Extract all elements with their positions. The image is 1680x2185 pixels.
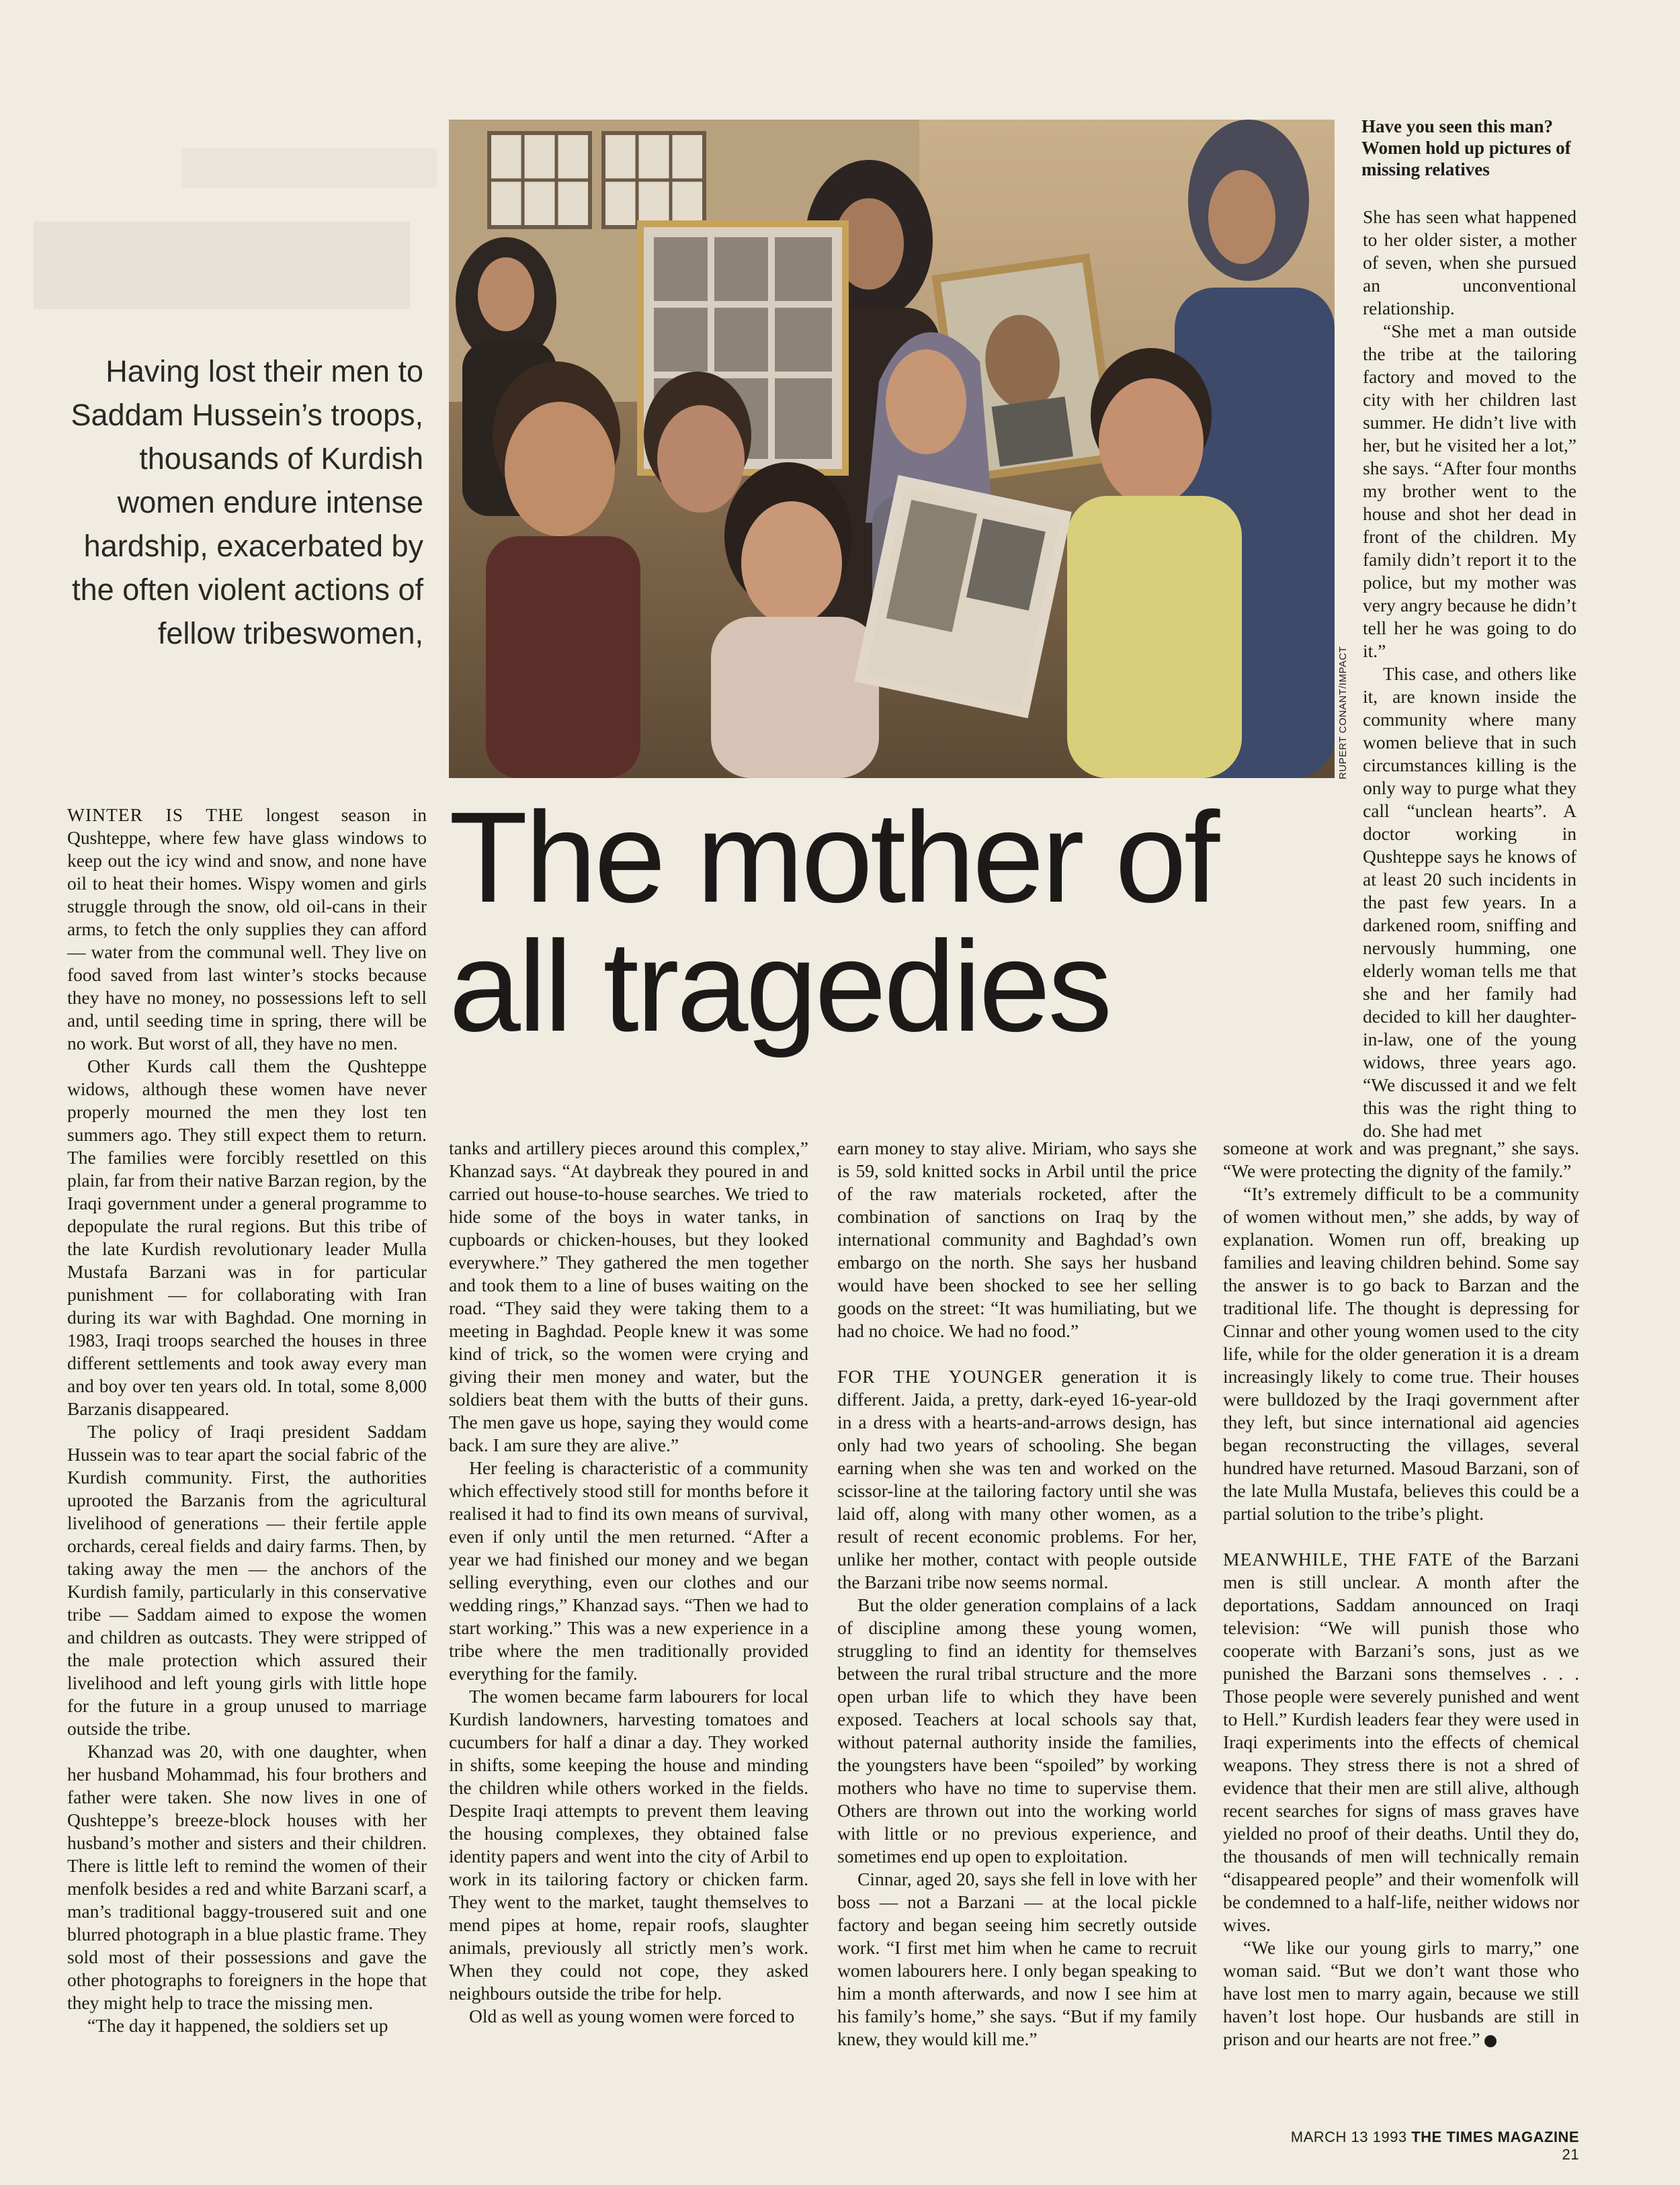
run-in-caps: MEANWHILE, THE FATE — [1223, 1549, 1454, 1570]
paragraph: FOR THE YOUNGER generation it is different. Jaida, a pretty, dark-eyed 16-year-old in a dress with a hearts-and-arrows design, has only had two years of schooling. She began earning when she was ten and worked on the scissor-line at the tailoring factory until she was laid off, along with many other women, as a result of recent economic problems. For her, unlike her mother, contact with people outside the Barzani tribe now seems normal. — [837, 1366, 1198, 1592]
page-folio — [1284, 2129, 1579, 2163]
paragraph: MEANWHILE, THE FATE of the Barzani men is still unclear. A month after the deportations, Saddam announced on Iraqi television: “We will punish those who cooperate with Barzani’s sons, just as we punished the Barzani sons themselves . . . Those people were severely punished and went to Hell.” Kurdish leaders fear they were used in Iraqi experiments into the effects of chemical weapons. They stress there is not a shred of evidence that their men are still alive, although recent searches for signs of mass graves have yielded no proof of their deaths. Until they do, the thousands of men will technically remain “disappeared people” and their womenfolk will be condemned to a half-life, neither widows nor wives. — [1223, 1549, 1579, 1935]
standfirst: Having lost their men to Saddam Hussein’s troops, thousands of Kurdish women endure intense hardship, exacerbated by the often violent actions of fellow tribeswomen, — [71, 354, 423, 650]
folio-page-number: 21 — [1562, 2146, 1579, 2163]
paragraph: Cinnar, aged 20, says she fell in love with her boss — not a Barzani — at the local pickle factory and began seeing him secretly outside work. “I first met him when he came to recruit women labourers here. I only began speaking to him a month afterwards, and now I see him at his family’s home,” she says. “But if my family knew, they would kill me.” — [837, 1869, 1197, 2049]
paragraph: This case, and others like it, are known inside the community where many women believe that in such circumstances killing is the only way to purge what they call “unclean hearts”. A doctor working in Qushteppe says he knows of at least 20 such incidents in the past few years. In a darkened room, sniffing and nervously humming, one elderly woman tells me that she and her family had decided to kill her daughter-in-law, one of the young widows, three years ago. “We discussed it and we felt this was the right thing to do. She had met — [1363, 663, 1577, 1141]
paragraph: “She met a man outside the tribe at the tailoring factory and moved to the city with her children last summer. He didn’t live with her, but he visited her a lot,” she says. “After four months my brother went to the house and shot her dead in front of the children. My family didn’t report it to the police, but my mother was very angry because he didn’t tell her he was going to do it.” — [1363, 320, 1577, 661]
paragraph: WINTER IS THE longest season in Qushteppe, where few have glass windows to keep out the icy wind and snow, and none have oil to heat their homes. Wispy women and girls struggle through the snow, old oil-cans in their arms, to fetch the only supplies they can afford — water from the communal well. They live on food saved from last winter’s stocks because they have no money, no possessions left to sell and, until seeding time in spring, there will be no work. But worst of all, they have no men. — [67, 804, 427, 1054]
paragraph: tanks and artillery pieces around this complex,” Khanzad says. “At daybreak they poured in and carried out house-to-house searches. We tried to hide some of the boys in water tanks, in cupboards or chicken-houses, but they looked everywhere.” They gathered the men together and took them to a line of buses waiting on the road. “They said they were taking them to a meeting in Baghdad. People knew it was some kind of trick, so the women were crying and giving their men money and water, but the soldiers beat them with the butts of their guns. The men gave us hope, saying they would come back. I am sure they are alive.” — [449, 1138, 808, 1455]
headline — [449, 785, 1349, 1058]
paragraph: The women became farm labourers for local Kurdish landowners, harvesting tomatoes and cucumbers for half a dinar a day. They worked in shifts, some keeping the house and minding the children while others worked in the fields. Despite Iraqi attempts to prevent them leaving the housing complexes, they obtained false identity papers and went into the city of Arbil to work in its tailoring factory or chicken farm. They went to the market, taught themselves to mend pipes at home, repair roofs, slaughter animals, previously all strictly men’s work. When they could not cope, they asked neighbours outside the tribe for help. — [449, 1686, 808, 2004]
photo-illustration — [449, 120, 1335, 778]
column-1 — [67, 804, 427, 2037]
paragraph: Other Kurds call them the Qushteppe widows, although these women have never properly mourned the men they lost ten summers ago. They still expect them to return. The families were forcibly resettled on this plain, far from their native Barzan region, by the Iraqi government under a general programme to depopulate the rural regions. But this tribe of the late Kurdish revolutionary leader Mulla Mustafa Barzani was in for particular punishment — for collaborating with Iran during its war with Baghdad. One morning in 1983, Iraqi troops searched the houses in three different settlements and took away every man and boy over ten years old. In total, some 8,000 Barzanis disappeared. — [67, 1056, 427, 1419]
run-in-caps: WINTER IS THE — [67, 804, 244, 825]
folio-magazine: THE TIMES MAGAZINE — [1411, 2129, 1579, 2145]
paragraph: She has seen what happened to her older sister, a mother of seven, when she pursued an unconventional relationship. — [1363, 206, 1577, 318]
end-mark-icon — [1484, 2035, 1497, 2047]
paragraph: But the older generation complains of a lack of discipline among these young women, struggling to find an identity for themselves between the rural tribal structure and the more open urban life to which they have been exposed. Teachers at local schools say that, without paternal authority inside the families, the youngsters have been “spoiled” by working mothers who have no time to supervise them. Others are thrown out into the working world with little or no previous experience, and sometimes end up open to exploitation. — [837, 1594, 1197, 1867]
run-in-caps: FOR THE YOUNGER — [837, 1366, 1044, 1387]
column-3 — [837, 1137, 1197, 2051]
headline-line-2: all tragedies — [449, 914, 1110, 1058]
paragraph: “It’s extremely difficult to be a community of women without men,” she adds, by way of explanation. Women run off, breaking up families and leaving children behind. Some say the answer is to go back to Barzan and the traditional life. The thought is depressing for Cinnar and other young women used to the city life, while for the older generation it is a dream increasingly likely to come true. Their houses were bulldozed by the Iraqi government after they left, but since international aid agencies began reconstructing the villages, several hundred have returned. Masoud Barzani, son of the late Mulla Mustafa, believes this could be a partial solution to the tribe’s plight. — [1223, 1183, 1579, 1524]
paragraph: The policy of Iraqi president Saddam Hussein was to tear apart the social fabric of the Kurdish community. First, the authorities uprooted the Barzanis from the agricultural livelihood of generations — their fertile apple orchards, cereal fields and dairy farms. Then, by taking away the men — the anchors of the Kurdish family, particularly in this conservative tribe — Saddam aimed to expose the women and children as outcasts. They were stripped of the male protection which assured their livelihood and left young girls with little hope for the future in a group unused to marriage outside the tribe. — [67, 1421, 427, 1739]
show-through-shadow — [13, 134, 444, 336]
paragraph: someone at work and was pregnant,” she says. “We were protecting the dignity of the family.” — [1223, 1138, 1579, 1181]
column-4-upper — [1363, 206, 1577, 1142]
headline-line-1: The mother of — [449, 785, 1218, 929]
paragraph: Her feeling is characteristic of a community which effectively stood still for months before it realised it had to find its own means of survival, even if only until the men returned. “After a year we had finished our money and we began selling everything, even our clothes and our wedding rings,” Khanzad says. “Then we had to start working.” This was a new experience in a tribe where the men traditionally provided everything for the family. — [449, 1457, 808, 1684]
paragraph: earn money to stay alive. Miriam, who says she is 59, sold knitted socks in Arbil until the price of the raw materials rocketed, after the combination of sanctions on Iraq by the international community and Baghdad’s own embargo on the north. She says her husband would have been shocked to see her selling goods on the street: “It was humiliating, but we had no choice. We had no food.” — [837, 1138, 1197, 1341]
photo-caption: Have you seen this man? Women hold up pictures of missing relatives — [1361, 116, 1571, 179]
paragraph: Khanzad was 20, with one daughter, when her husband Mohammad, his four brothers and father were taken. She now lives in one of Qushteppe’s breeze-block houses with her husband’s mother and sisters and their children. There is little left to remind the women of their menfolk besides a red and white Barzani scarf, a man’s traditional baggy-trousered suit and one blurred photograph in a blue plastic frame. They sold most of their possessions and gave the other photographs to foreigners in the hope that they might help to trace the missing men. — [67, 1741, 427, 2013]
column-2 — [449, 1137, 808, 2028]
photo-women-holding-pictures — [449, 120, 1335, 778]
folio-date: MARCH 13 1993 — [1290, 2129, 1407, 2145]
photo-credit: RUPERT CONANT/IMPACT — [1337, 646, 1349, 779]
column-4-lower — [1223, 1137, 1579, 2051]
paragraph: Old as well as young women were forced to — [469, 2006, 795, 2026]
show-through-shapes — [13, 134, 444, 336]
paragraph: “The day it happened, the soldiers set up — [87, 2015, 388, 2036]
paragraph: “We like our young girls to marry,” one woman said. “But we don’t want those who have lost men to marry again, because we still haven’t lost hope. Our husbands are still in prison and our hearts are not free.” — [1223, 1937, 1579, 2049]
